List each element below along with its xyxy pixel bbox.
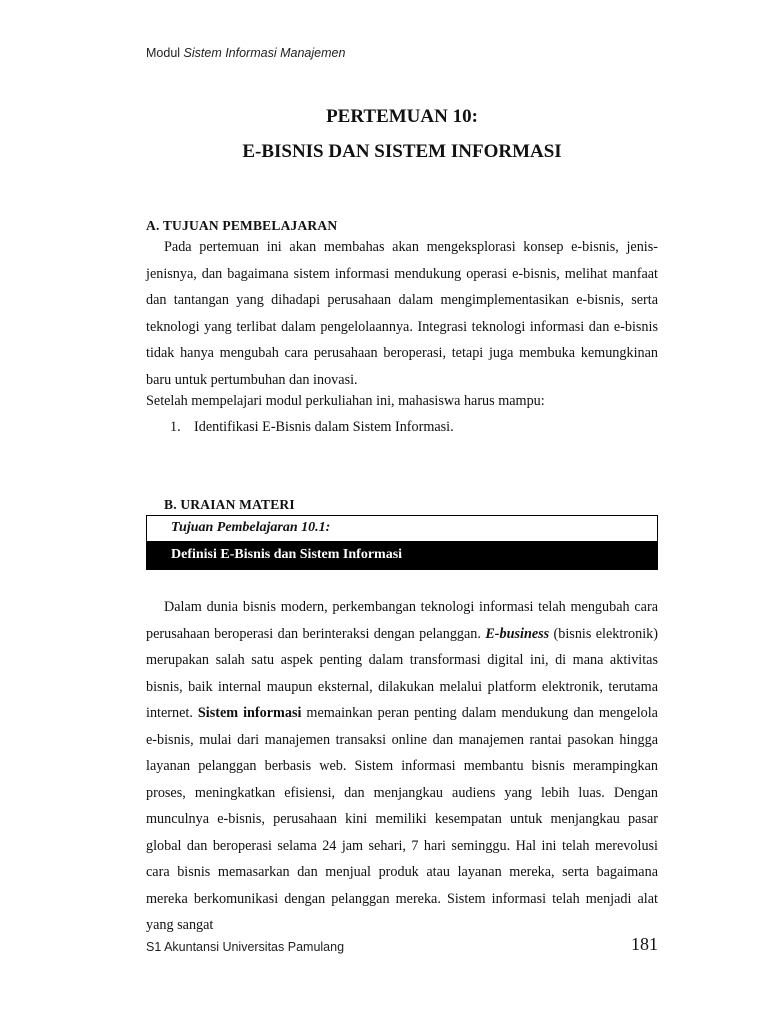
list-item-number: 1. [170,419,181,435]
section-b-heading: B. URAIAN MATERI [164,497,295,512]
objective-list [170,414,454,441]
list-item-text: Identifikasi E-Bisnis dalam Sistem Informasi. [194,419,454,435]
list-item [170,414,454,441]
running-header [146,46,345,60]
learning-objective-title: Definisi E-Bisnis dan Sistem Informasi [147,541,657,569]
page-title-line2: E-BISNIS DAN SISTEM INFORMASI [242,141,562,162]
footer-institution: S1 Akuntansi Universitas Pamulang [146,940,345,954]
section-b-paragraph [146,594,658,939]
para-text-1: Dalam dunia bisnis modern, perkembangan teknologi informasi telah mengubah cara perusahaan beroperasi dan berinteraksi dengan pelanggan. [146,599,658,642]
para-text-3: memainkan peran penting dalam mendukung dan mengelola e-bisnis, mulai dari manajemen transaksi online dan manajemen rantai pasokan hingga layanan pelanggan berbasis web. Sistem informasi membantu bisnis merampingkan proses, meningkatkan efisiensi, dan menjangkau audiens yang lebih luas. Dengan munculnya e-bisnis, perusahaan kini memiliki kesempatan untuk menjangkau pasar global dan beroperasi selama 24 jam sehari, 7 hari seminggu. Hal ini telah merevolusi cara bisnis memasarkan dan menjual produk atau layanan mereka, serta bagaimana mereka berkomunikasi dengan pelanggan mereka. Sistem informasi telah menjadi alat yang sangat [146,705,658,933]
learning-objective-box [146,515,658,570]
page-title-line1: PERTEMUAN 10: [326,106,478,127]
running-header-prefix: Modul [146,46,181,60]
para-term-sistem-informasi: Sistem informasi [197,705,302,721]
para-text-2: (bisnis elektronik) merupakan salah satu aspek penting dalam transformasi digital ini, di mana aktivitas bisnis, baik internal maupun eksternal, dilakukan melalui platform elektronik, terutama internet. [146,625,658,721]
section-a-intro: Setelah mempelajari modul perkuliahan ini, mahasiswa harus mampu: [146,393,545,409]
learning-objective-label: Tujuan Pembelajaran 10.1: [171,520,331,535]
section-a-heading: A. TUJUAN PEMBELAJARAN [146,218,338,233]
page-number: 181 [631,934,658,954]
section-a-paragraph: Pada pertemuan ini akan membahas akan mengeksplorasi konsep e-bisnis, jenis-jenisnya, dan bagaimana sistem informasi mendukung operasi e-bisnis, melihat manfaat dan tantangan yang dihadapi perusahaan dalam mengimplementasikan e-bisnis, serta teknologi yang terlibat dalam pengelolaannya. Integrasi teknologi informasi dan e-bisnis tidak hanya mengubah cara perusahaan beroperasi, tetapi juga membuka kemungkinan baru untuk pertumbuhan dan inovasi. [146,239,658,388]
running-header-title: Sistem Informasi Manajemen [183,46,346,60]
para-term-ebusiness: E-business [485,625,550,642]
